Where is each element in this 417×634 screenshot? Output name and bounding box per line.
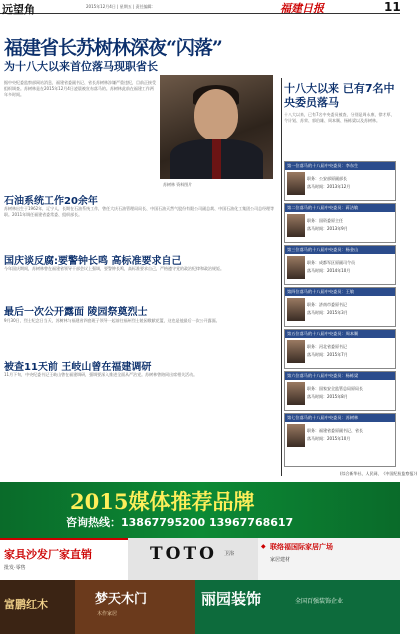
section-heading-1: 石油系统工作20余年: [4, 196, 98, 207]
section-heading-3: 最后一次公开露面 陵园祭奠烈士: [4, 307, 148, 318]
home-plaza-ad-title: 联络福国际家居广场: [270, 543, 333, 551]
furniture-ad-title: 家具沙发厂家直销: [4, 548, 92, 561]
door-ad[interactable]: [75, 580, 195, 634]
official-info: 职务：福建省委原副书记、省长: [307, 428, 363, 433]
decoration-ad-sub: 全国百强装饰企业: [295, 598, 344, 605]
home-plaza-ad[interactable]: [258, 538, 400, 580]
official-info: 落马时间：2014年10月: [307, 268, 351, 273]
official-photo: [287, 424, 305, 447]
paper-logo: 福建日报: [280, 2, 324, 15]
official-box-title: 第五位落马的十八届中央委员：周本顺: [285, 330, 395, 338]
official-info: 职务：济南市委原书记: [307, 302, 347, 307]
official-info: 职务：河北省委原书记: [307, 344, 347, 349]
home-plaza-ad-sub: 家居建材: [270, 557, 291, 563]
page-number: 11: [384, 0, 401, 14]
official-info: 职务：成都军区原副司令员: [307, 260, 355, 265]
main-headline: 福建省长苏树林深夜“闪落”: [4, 37, 222, 59]
official-photo: [287, 256, 305, 279]
official-info: 落马时间：2013年9月: [307, 226, 348, 231]
section-heading-2: 国庆谈反腐:要警钟长鸣 高标准要求自己: [4, 256, 182, 267]
furniture-ad-sub: 批发·零售: [4, 565, 26, 571]
door-ad-sub: 木作家居: [97, 611, 118, 617]
official-info: 职务：国资委原主任: [307, 218, 343, 223]
door-ad-title: 梦天木门: [95, 592, 148, 607]
date-line: 2015年12月4日 | 星期五 | 责任编辑：: [86, 4, 156, 9]
right-column-intro: 十八大以来，已有7名中央委员被查，分别是周永康、徐才厚、令计划、苏荣、郭伯雄、周本顺、杨栋梁以及苏树林。: [284, 112, 395, 123]
official-box-title: 第四位落马的十八届中央委员：王敏: [285, 288, 395, 296]
official-box-3: [284, 245, 396, 285]
official-photo: [287, 382, 305, 405]
section-body-1: 苏树林出生于1962年，辽宁人，长期在石油系统工作，曾任大庆石油管理局局长、中国石油天然气股份有限公司副总裁、中国石油化工集团公司总经理等职。2011年调任福建省委常委、组织部长。: [4, 206, 275, 217]
redwood-ad[interactable]: [0, 580, 75, 634]
redwood-ad-title: 富鹏红木: [4, 598, 48, 611]
plaza-logo-icon: ◆: [261, 543, 266, 550]
official-box-title: 第二位落马的十八届中央委员：蒋洁敏: [285, 204, 395, 212]
official-box-5: [284, 329, 396, 369]
official-box-4: [284, 287, 396, 327]
official-box-2: [284, 203, 396, 243]
official-box-title: 第三位落马的十八届中央委员：杨金山: [285, 246, 395, 254]
section-heading-4: 被查11天前 王岐山曾在福建调研: [4, 362, 152, 373]
official-photo: [287, 340, 305, 363]
official-photo: [287, 298, 305, 321]
official-box-title: 第七位落马的十八届中央委员：苏树林: [285, 414, 395, 422]
media-brand-ad[interactable]: [0, 482, 400, 538]
page-header: [0, 0, 400, 14]
toto-logo-text: TOTO: [150, 544, 217, 564]
media-ad-phone: 咨询热线：13867795200 13967768617: [66, 516, 294, 529]
official-box-1: [284, 161, 396, 201]
official-photo: [287, 172, 305, 195]
furniture-ad[interactable]: [0, 538, 128, 580]
official-box-title: 第一位落马的十八届中央委员：李东生: [285, 162, 395, 170]
decoration-ad[interactable]: [195, 580, 400, 634]
section-body-2: 今年国庆期间，苏树林曾在福建省领导干部会议上强调，要警钟长鸣，高标准要求自己，严格遵守党的政治纪律和政治规矩。: [4, 266, 224, 271]
section-name: 远望角: [2, 3, 35, 16]
right-column-heading: 十八大以来 已有7名中央委员落马: [284, 82, 395, 109]
official-photo: [287, 214, 305, 237]
official-info: 落马时间：2015年8月: [307, 394, 348, 399]
sub-headline: 为十八大以来首位落马现职省长: [4, 60, 158, 73]
official-box-6: [284, 371, 396, 411]
official-info: 落马时间：2015年3月: [307, 310, 348, 315]
official-info: 落马时间：2013年12月: [307, 184, 351, 189]
decoration-ad-title: 丽园装饰: [201, 590, 262, 608]
official-info: 职务：公安部原副部长: [307, 176, 347, 181]
photo-caption: 苏树林 资料图片: [163, 182, 193, 187]
official-info: 落马时间：2015年7月: [307, 352, 348, 357]
official-info: 落马时间：2015年10月: [307, 436, 351, 441]
official-box-title: 第六位落马的十八届中央委员：杨栋梁: [285, 372, 395, 380]
toto-ad-sub: 卫浴: [224, 551, 235, 557]
official-info: 职务：国家安全监管总局原局长: [307, 386, 363, 391]
lead-text: 据中央纪委监察部网站消息，福建省委副书记、省长苏树林涉嫌严重违纪，目前正接受组织调查。苏树林是在2015年12月4日凌晨被宣布落马的。苏树林此前在福建工作两年多时间。: [4, 80, 156, 97]
section-body-4: 11月下旬，中央纪委书记王岐山曾在福建调研，强调要深入推进全面从严治党。苏树林曾陪同出席相关活动。: [4, 372, 198, 377]
source-note: (综合新华社、人民网、《中国纪检监察报》): [340, 471, 417, 476]
media-ad-title: 2015媒体推荐品牌: [70, 489, 255, 514]
section-body-3: 9月30日，烈士纪念日当天，苏树林与福建省四套班子领导一起前往福州烈士陵园敬献花篮，这也是他最后一次公开露面。: [4, 318, 220, 323]
toto-ad[interactable]: [128, 538, 258, 580]
column-divider: [281, 78, 282, 476]
official-box-7: [284, 413, 396, 467]
portrait-photo: [160, 75, 273, 179]
